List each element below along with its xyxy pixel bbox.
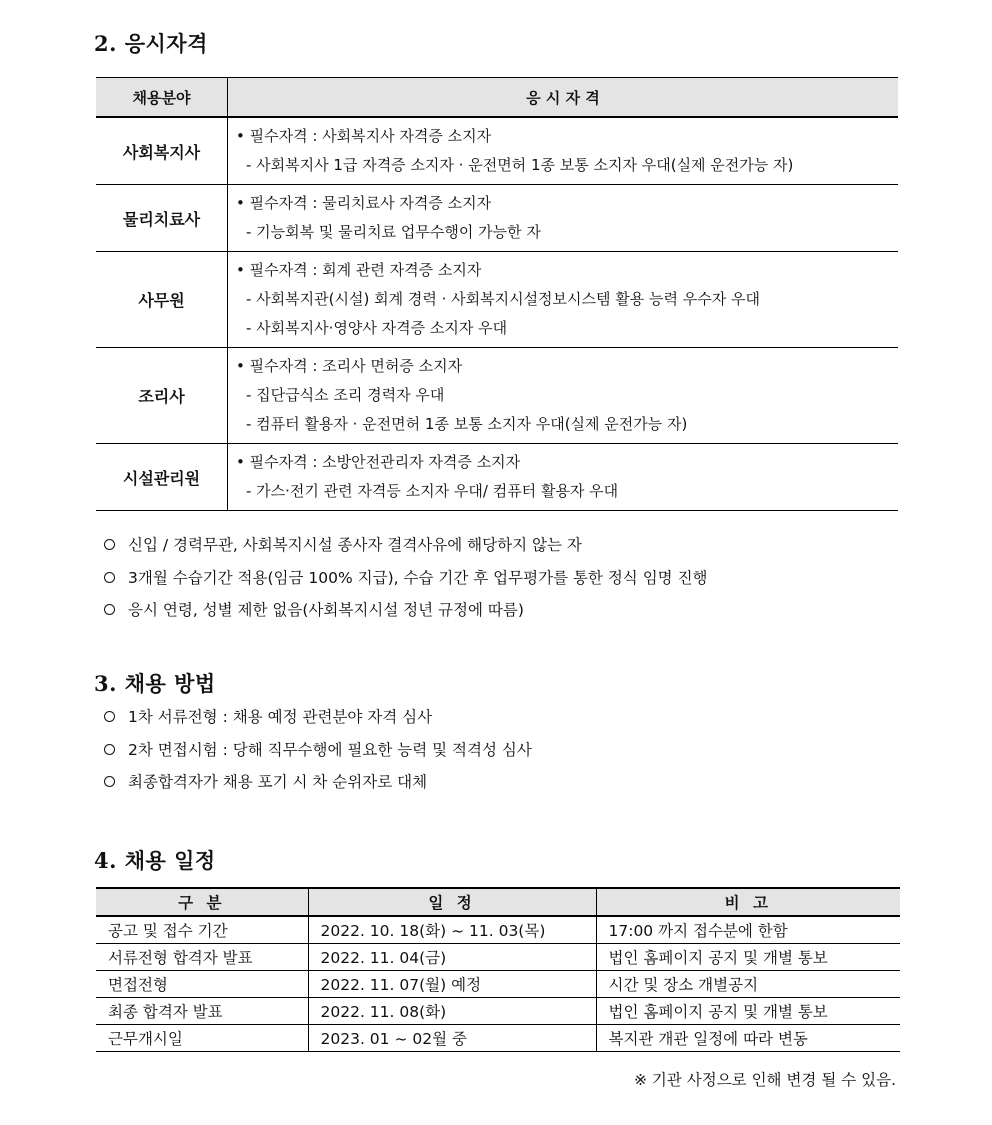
table-row xyxy=(96,348,898,444)
date-cell: 2022. 10. 18(화) ~ 11. 03(목) xyxy=(308,916,596,944)
list-item xyxy=(104,594,708,627)
qualifications-header-row xyxy=(96,78,898,118)
header-qualification: 응 시 자 격 xyxy=(228,78,899,118)
field-name: 사무원 xyxy=(96,252,228,348)
qualification-cell xyxy=(228,185,899,252)
field-name: 시설관리원 xyxy=(96,444,228,511)
remarks-cell: 법인 홈페이지 공지 및 개별 통보 xyxy=(596,998,900,1025)
note-text: 응시 연령, 성별 제한 없음(사회복지시설 정년 규정에 따름) xyxy=(128,601,524,619)
qualification-notes xyxy=(104,529,708,627)
list-item xyxy=(104,562,708,595)
circle-bullet-icon xyxy=(104,776,115,787)
footnote: ※ 기관 사정으로 인해 변경 될 수 있음. xyxy=(633,1071,896,1089)
remarks-cell: 17:00 까지 접수분에 한함 xyxy=(596,916,900,944)
table-row xyxy=(96,998,900,1025)
schedule-heading: 4. 채용 일정 xyxy=(94,848,216,873)
table-row xyxy=(96,971,900,998)
header-schedule: 일 정 xyxy=(308,888,596,916)
requirement-line: • 필수자격 : 사회복지사 자격증 소지자 xyxy=(236,127,492,145)
date-cell: 2022. 11. 07(월) 예정 xyxy=(308,971,596,998)
requirement-line: • 필수자격 : 소방안전관리자 자격증 소지자 xyxy=(236,453,521,471)
table-row xyxy=(96,1025,900,1052)
preference-line: - 가스·전기 관련 자격등 소지자 우대/ 컴퓨터 활용자 우대 xyxy=(246,482,619,500)
header-category: 구 분 xyxy=(96,888,308,916)
category-cell: 면접전형 xyxy=(96,971,308,998)
note-text: 3개월 수습기간 적용(임금 100% 지급), 수습 기간 후 업무평가를 통한 정식 임명 진행 xyxy=(128,568,708,587)
note-text: 신입 / 경력무관, 사회복지시설 종사자 결격사유에 해당하지 않는 자 xyxy=(128,536,582,554)
requirement-line: • 필수자격 : 물리치료사 자격증 소지자 xyxy=(236,194,492,212)
circle-bullet-icon xyxy=(104,539,115,550)
circle-bullet-icon xyxy=(104,572,115,583)
qualification-cell xyxy=(228,348,899,444)
remarks-cell: 복지관 개관 일정에 따라 변동 xyxy=(596,1025,900,1052)
table-row xyxy=(96,252,898,348)
table-row xyxy=(96,117,898,185)
circle-bullet-icon xyxy=(104,711,115,722)
qualifications-table xyxy=(96,77,898,511)
preference-line: - 사회복지관(시설) 회계 경력 · 사회복지시설정보시스템 활용 능력 우수자 우대 xyxy=(246,290,760,308)
method-text: 1차 서류전형 : 채용 예정 관련분야 자격 심사 xyxy=(128,708,433,726)
list-item xyxy=(104,701,532,734)
header-field: 채용분야 xyxy=(96,78,228,118)
qualification-cell xyxy=(228,117,899,185)
qualifications-heading: 2. 응시자격 xyxy=(94,31,208,56)
method-list xyxy=(104,701,532,799)
qualification-cell xyxy=(228,252,899,348)
method-text: 2차 면접시험 : 당해 직무수행에 필요한 능력 및 적격성 심사 xyxy=(128,740,532,759)
circle-bullet-icon xyxy=(104,604,115,615)
table-row xyxy=(96,444,898,511)
preference-line: - 기능회복 및 물리치료 업무수행이 가능한 자 xyxy=(246,223,541,241)
category-cell: 공고 및 접수 기간 xyxy=(96,916,308,944)
preference-line: - 컴퓨터 활용자 · 운전면허 1종 보통 소지자 우대(실제 운전가능 자) xyxy=(246,415,688,433)
category-cell: 최종 합격자 발표 xyxy=(96,998,308,1025)
preference-line: - 집단급식소 조리 경력자 우대 xyxy=(246,386,445,404)
category-cell: 근무개시일 xyxy=(96,1025,308,1052)
field-name: 조리사 xyxy=(96,348,228,444)
requirement-line: • 필수자격 : 회계 관련 자격증 소지자 xyxy=(236,261,482,279)
date-cell: 2023. 01 ~ 02월 중 xyxy=(308,1025,596,1052)
method-heading: 3. 채용 방법 xyxy=(94,671,216,696)
schedule-table xyxy=(96,887,900,1052)
requirement-line: • 필수자격 : 조리사 면허증 소지자 xyxy=(236,357,463,375)
field-name: 사회복지사 xyxy=(96,117,228,185)
remarks-cell: 시간 및 장소 개별공지 xyxy=(596,971,900,998)
remarks-cell: 법인 홈페이지 공지 및 개별 통보 xyxy=(596,944,900,971)
list-item xyxy=(104,766,532,799)
list-item xyxy=(104,529,708,562)
preference-line: - 사회복지사 1급 자격증 소지자 · 운전면허 1종 보통 소지자 우대(실제 운전가능 자) xyxy=(246,156,794,174)
schedule-header-row xyxy=(96,888,900,916)
method-text: 최종합격자가 채용 포기 시 차 순위자로 대체 xyxy=(128,773,428,791)
list-item xyxy=(104,734,532,767)
table-row xyxy=(96,916,900,944)
table-row xyxy=(96,185,898,252)
circle-bullet-icon xyxy=(104,744,115,755)
preference-line: - 사회복지사·영양사 자격증 소지자 우대 xyxy=(246,319,508,337)
header-remarks: 비 고 xyxy=(596,888,900,916)
field-name: 물리치료사 xyxy=(96,185,228,252)
qualification-cell xyxy=(228,444,899,511)
table-row xyxy=(96,944,900,971)
category-cell: 서류전형 합격자 발표 xyxy=(96,944,308,971)
date-cell: 2022. 11. 08(화) xyxy=(308,998,596,1025)
date-cell: 2022. 11. 04(금) xyxy=(308,944,596,971)
